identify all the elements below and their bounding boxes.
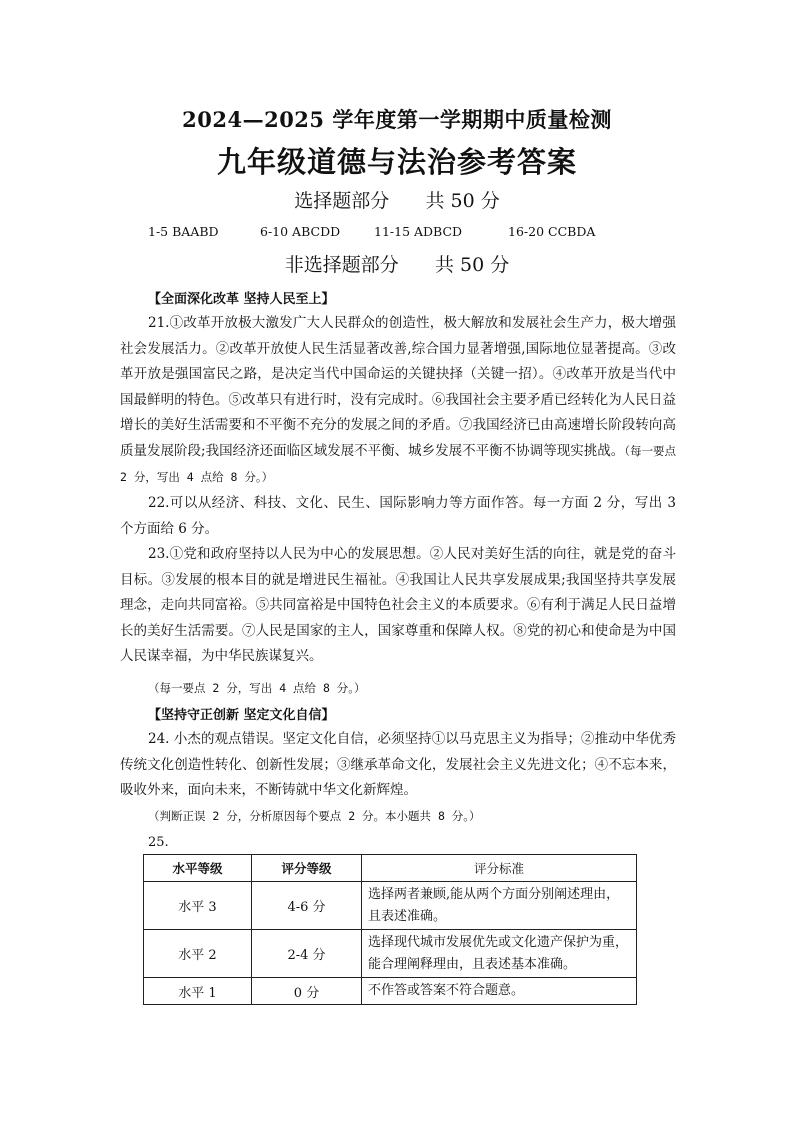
row-level: 水平 2 [144, 930, 252, 978]
question-21-answer [120, 311, 676, 490]
exam-title: 2024—2025 学年度第一学期期中质量检测 [182, 107, 612, 132]
answer-group-4: 16-20 CCBDA [508, 224, 596, 239]
row-score: 0 分 [252, 978, 362, 1005]
question-25-label: 25. [148, 835, 169, 850]
question-24-answer: 24. 小杰的观点错误。坚定文化自信，必须坚持①以马克思主义为指导；②推动中华优秀传统文化创造性转化、创新性发展；③继承革命文化，发展社会主义先进文化；④不忘本来，吸收外来，面向未来，不断铸就中华文化新辉煌。 [120, 731, 676, 799]
row-criteria: 选择两者兼顾,能从两个方面分别阐述理由，且表述准确。 [362, 882, 637, 930]
scoring-table [143, 854, 637, 1005]
row-level: 水平 3 [144, 882, 252, 930]
table-row [144, 930, 637, 978]
answer-group-2: 6-10 ABCDD [260, 224, 341, 239]
header-criteria: 评分标准 [362, 855, 637, 882]
question-23-answer: 23.①党和政府坚持以人民为中心的发展思想。②人民对美好生活的向往，就是党的奋斗目标。③发展的根本目的就是增进民生福祉。④我国让人民共享发展成果;我国坚持共享发展理念，走向共同富裕。⑤共同富裕是中国特色社会主义的本质要求。⑥有利于满足人民日益增长的美好生活需要。⑦人民是国家的主人，国家尊重和保障人权。⑧党的初心和使命是为中国人民谋幸福，为中华民族谋复兴。 [120, 546, 676, 665]
table-row [144, 882, 637, 930]
question-22-answer: 22.可以从经济、科技、文化、民生、国际影响力等方面作答。每一方面 2 分，写出 3 个方面给 6 分。 [120, 495, 676, 537]
document-title: 九年级道德与法治参考答案 [216, 145, 577, 179]
unit2-heading: 【坚持守正创新 坚定文化自信】 [148, 708, 335, 723]
row-score: 4-6 分 [252, 882, 362, 930]
unit1-heading: 【全面深化改革 坚持人民至上】 [148, 292, 335, 307]
row-score: 2-4 分 [252, 930, 362, 978]
row-level: 水平 1 [144, 978, 252, 1005]
answer-group-1: 1-5 BAABD [148, 224, 219, 239]
header-score: 评分等级 [252, 855, 362, 882]
scoring-table-header [144, 855, 637, 882]
q24-scoring-note: （判断正误 2 分，分析原因每个要点 2 分。本小题共 8 分。） [148, 809, 481, 823]
nonchoice-section-title: 非选择题部分 共 50 分 [284, 254, 510, 276]
row-criteria: 选择现代城市发展优先或文化遗产保护为重，能合理阐释理由，且表述基本准确。 [362, 930, 637, 978]
table-row [144, 978, 637, 1005]
q21-scoring-note: （每一要点 2 分，写出 4 点给 8 分。） [120, 443, 676, 484]
header-level: 水平等级 [144, 855, 252, 882]
q21-text: 21.①改革开放极大激发广大人民群众的创造性，极大解放和发展社会生产力，极大增强社会发展活力。②改革开放使人民生活显著改善,综合国力显著增强,国际地位显著提高。③改革开放是强国富民之路，是决定当代中国命运的关键抉择（关键一招）。④改革开放是当代中国最鲜明的特色。⑤改革只有进行时，没有完成时。⑥我国社会主要矛盾已经转化为人民日益增长的美好生活需要和不平衡不充分的发展之间的矛盾。⑦我国经济已由高速增长阶段转向高质量发展阶段;我国经济还面临区域发展不平衡、城乡发展不平衡不协调等现实挑战。 [120, 315, 676, 459]
answer-group-3: 11-15 ADBCD [374, 224, 463, 239]
q23-scoring-note: （每一要点 2 分，写出 4 点给 8 分。） [148, 681, 366, 695]
choice-section-title: 选择题部分 共 50 分 [294, 190, 500, 212]
row-criteria: 不作答或答案不符合题意。 [362, 978, 637, 1005]
